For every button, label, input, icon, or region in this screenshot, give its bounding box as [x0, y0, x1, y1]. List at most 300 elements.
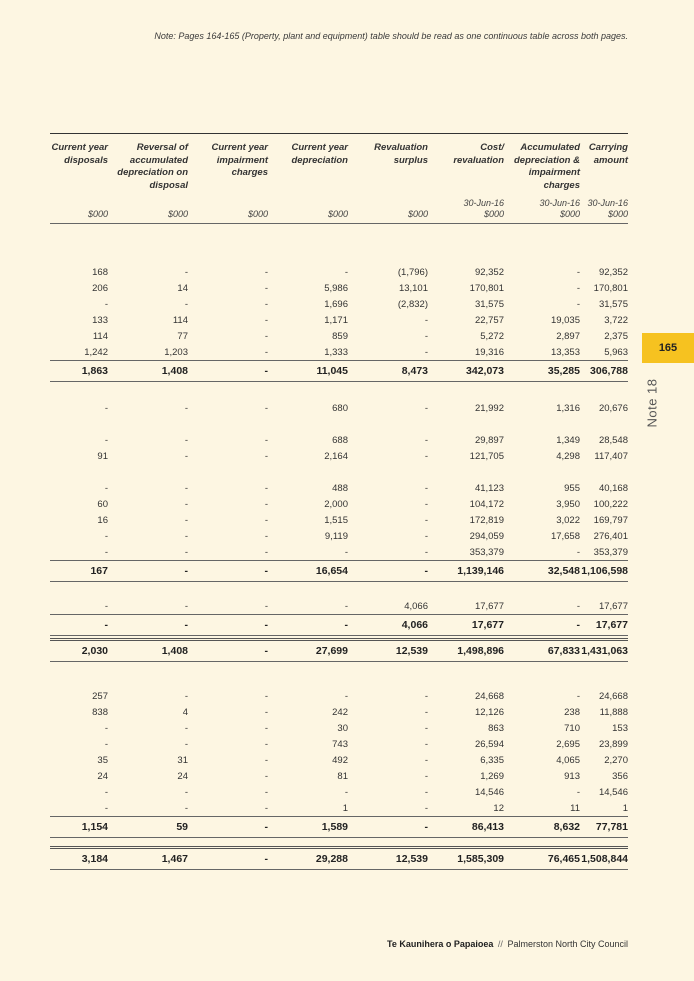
- table-cell: 92,352: [474, 266, 504, 278]
- date-row: [50, 197, 628, 209]
- table-cell: 92,352: [598, 266, 628, 278]
- table-cell: 11: [570, 802, 580, 814]
- table-cell: 12,126: [474, 706, 504, 718]
- table-cell: -: [424, 450, 428, 462]
- table-cell: 1,333: [324, 346, 348, 358]
- table-cell: 14,546: [474, 786, 504, 798]
- table-cell: (2,832): [397, 298, 428, 310]
- table-cell: 19,035: [550, 314, 580, 326]
- table-cell: -: [184, 600, 188, 612]
- table-cell: -: [108, 561, 188, 582]
- unit-label: $000: [504, 209, 580, 224]
- table-cell: -: [424, 786, 428, 798]
- table-cell: 955: [564, 482, 580, 494]
- col-header-reversal: Reversal of accumulated depreciation on disposal: [108, 134, 188, 198]
- table-cell: 1,203: [164, 346, 188, 358]
- spacer-row: [50, 582, 628, 599]
- table-cell: 104,172: [469, 498, 504, 510]
- table-cell: -: [184, 802, 188, 814]
- col-header-impairment: Current year impairment charges: [188, 134, 268, 198]
- table-cell: 859: [332, 330, 348, 342]
- table-cell: 114: [172, 314, 188, 326]
- spacer-row: [50, 464, 628, 480]
- table-cell: -: [264, 514, 268, 526]
- table-row: [50, 312, 628, 328]
- date-label: 30-Jun-16: [587, 198, 628, 208]
- section-label-text: Note 18: [644, 378, 660, 428]
- table-cell: -: [264, 298, 268, 310]
- table-cell: 353,379: [469, 546, 504, 558]
- table-row: [50, 400, 628, 416]
- table-cell: 206: [92, 282, 108, 294]
- table-row: [50, 784, 628, 800]
- table-cell: -: [264, 754, 268, 766]
- table-cell: 22,757: [474, 314, 504, 326]
- table-cell: 27,699: [268, 640, 348, 662]
- table-cell: 680: [332, 402, 348, 414]
- table-row: [50, 528, 628, 544]
- col-header-carrying: Carrying amount: [580, 134, 628, 198]
- table-cell: 3,722: [604, 314, 628, 326]
- table-cell: -: [344, 266, 348, 278]
- table-cell: 30: [337, 722, 348, 734]
- table-cell: 17,658: [550, 530, 580, 542]
- table-cell: 3,184: [50, 848, 108, 870]
- table-cell: -: [184, 402, 188, 414]
- grand-total-row: [50, 848, 628, 870]
- table-cell: 2,695: [556, 738, 580, 750]
- table-cell: -: [264, 314, 268, 326]
- table-cell: 77: [177, 330, 188, 342]
- table-cell: 294,059: [469, 530, 504, 542]
- table-cell: 688: [332, 434, 348, 446]
- table-body: [50, 224, 628, 870]
- table-row: [50, 328, 628, 344]
- table-cell: -: [424, 314, 428, 326]
- table-cell: 13,101: [398, 282, 428, 294]
- table-cell: -: [424, 802, 428, 814]
- col-header-accum-depreciation: Accumulated depreciation & impairment charges: [504, 134, 580, 198]
- footer-org-english: Palmerston North City Council: [507, 939, 628, 949]
- table-cell: 117,407: [594, 450, 628, 462]
- table-row: [50, 736, 628, 752]
- table-cell: 1,515: [324, 514, 348, 526]
- table-cell: 4,298: [556, 450, 580, 462]
- unit-label: $000: [50, 209, 108, 224]
- table-cell: -: [576, 266, 580, 278]
- table-row: [50, 344, 628, 361]
- table-cell: -: [264, 330, 268, 342]
- spacer-row: [50, 838, 628, 848]
- page-number: 165: [658, 342, 678, 354]
- table-cell: -: [188, 817, 268, 838]
- table-cell: 2,375: [604, 330, 628, 342]
- table-cell: 3,950: [556, 498, 580, 510]
- table-row: [50, 432, 628, 448]
- table-cell: -: [264, 546, 268, 558]
- table-cell: 1,139,146: [428, 561, 504, 582]
- table-row: [50, 720, 628, 736]
- table-cell: -: [344, 690, 348, 702]
- table-cell: 76,465: [504, 848, 580, 870]
- table-row: [50, 688, 628, 704]
- table-cell: -: [424, 690, 428, 702]
- table-cell: -: [104, 546, 108, 558]
- table-cell: 24: [97, 770, 108, 782]
- table-cell: 1,154: [50, 817, 108, 838]
- table-cell: -: [264, 282, 268, 294]
- table-cell: 4,066: [348, 615, 428, 636]
- unit-label: $000: [108, 209, 188, 224]
- table-cell: -: [264, 402, 268, 414]
- table-cell: -: [184, 546, 188, 558]
- table-cell: 4: [182, 706, 188, 718]
- table-cell: 1,696: [324, 298, 348, 310]
- table-cell: -: [424, 770, 428, 782]
- table-cell: -: [104, 722, 108, 734]
- table-cell: -: [576, 786, 580, 798]
- table-cell: -: [104, 530, 108, 542]
- table-cell: -: [188, 361, 268, 382]
- table-row: [50, 768, 628, 784]
- table-cell: 1,242: [84, 346, 108, 358]
- unit-label: $000: [580, 209, 628, 224]
- table-cell: 838: [92, 706, 108, 718]
- table-cell: -: [184, 498, 188, 510]
- table-cell: -: [104, 434, 108, 446]
- table-cell: -: [424, 706, 428, 718]
- table-cell: 60: [97, 498, 108, 510]
- table-cell: -: [424, 482, 428, 494]
- table-cell: 863: [488, 722, 504, 734]
- table-cell: -: [50, 615, 108, 636]
- table-cell: 17,677: [580, 615, 628, 636]
- date-label: [188, 197, 268, 209]
- table-cell: 16: [97, 514, 108, 526]
- table-cell: 1,408: [108, 361, 188, 382]
- table-cell: -: [576, 690, 580, 702]
- table-cell: -: [264, 434, 268, 446]
- table-cell: 81: [337, 770, 348, 782]
- page-note: Note: Pages 164-165 (Property, plant and equipment) table should be read as one continuous table across both pages.: [154, 31, 628, 41]
- table-cell: -: [268, 615, 348, 636]
- table-cell: 26,594: [474, 738, 504, 750]
- table-cell: -: [104, 482, 108, 494]
- table-cell: -: [424, 498, 428, 510]
- table-cell: 41,123: [474, 482, 504, 494]
- table-cell: -: [424, 434, 428, 446]
- table-row: [50, 704, 628, 720]
- table-cell: -: [108, 615, 188, 636]
- table-cell: 2,897: [556, 330, 580, 342]
- table-cell: 170,801: [469, 282, 504, 294]
- table-cell: 2,000: [324, 498, 348, 510]
- col-header-cost: Cost/ revaluation: [428, 134, 504, 198]
- table-cell: 170,801: [593, 282, 628, 294]
- table-cell: 100,222: [593, 498, 628, 510]
- table-cell: 488: [332, 482, 348, 494]
- table-cell: -: [264, 530, 268, 542]
- table-cell: -: [104, 402, 108, 414]
- table-cell: -: [184, 514, 188, 526]
- table-cell: 32,548: [504, 561, 580, 582]
- spacer-row: [50, 662, 628, 689]
- table-cell: 9,119: [324, 530, 348, 542]
- table-cell: 114: [92, 330, 108, 342]
- table-cell: 6,335: [480, 754, 504, 766]
- table-cell: 11,045: [268, 361, 348, 382]
- table-cell: 77,781: [580, 817, 628, 838]
- table-row: [50, 598, 628, 615]
- table-cell: -: [424, 722, 428, 734]
- table-cell: 1: [342, 802, 348, 814]
- table-cell: -: [104, 600, 108, 612]
- table-cell: 14,546: [598, 786, 628, 798]
- table-cell: 168: [92, 266, 108, 278]
- table-cell: 2,164: [324, 450, 348, 462]
- subtotal-row: [50, 615, 628, 636]
- unit-label: $000: [268, 209, 348, 224]
- date-label: [348, 197, 428, 209]
- table-row: [50, 280, 628, 296]
- table-cell: -: [184, 738, 188, 750]
- table-cell: 276,401: [593, 530, 628, 542]
- table-cell: 306,788: [580, 361, 628, 382]
- total-row: [50, 640, 628, 662]
- table-cell: 5,986: [324, 282, 348, 294]
- spacer-row: [50, 382, 628, 401]
- table-cell: -: [184, 786, 188, 798]
- subtotal-row: [50, 817, 628, 838]
- table-cell: -: [184, 482, 188, 494]
- table-cell: 5,963: [604, 346, 628, 358]
- table-cell: -: [184, 298, 188, 310]
- footer: [387, 939, 628, 949]
- table-cell: 35: [97, 754, 108, 766]
- table-cell: 14: [177, 282, 188, 294]
- table-cell: 1,508,844: [580, 848, 628, 870]
- table-cell: -: [184, 722, 188, 734]
- table-cell: -: [188, 640, 268, 662]
- table-cell: -: [424, 530, 428, 542]
- table-cell: 1,467: [108, 848, 188, 870]
- table-cell: 3,022: [556, 514, 580, 526]
- table-cell: -: [576, 600, 580, 612]
- table-cell: -: [104, 802, 108, 814]
- subtotal-row: [50, 561, 628, 582]
- table-cell: -: [188, 848, 268, 870]
- table-cell: 21,992: [474, 402, 504, 414]
- table-cell: 121,705: [469, 450, 504, 462]
- table-cell: 91: [97, 450, 108, 462]
- table-cell: 5,272: [480, 330, 504, 342]
- table-cell: 1: [622, 802, 628, 814]
- table-cell: 1,408: [108, 640, 188, 662]
- table-cell: -: [424, 738, 428, 750]
- table-cell: 2,270: [604, 754, 628, 766]
- table-cell: 24: [177, 770, 188, 782]
- table-cell: 710: [564, 722, 580, 734]
- table-cell: 1,498,896: [428, 640, 504, 662]
- table-row: [50, 544, 628, 561]
- unit-row: [50, 209, 628, 224]
- subtotal-row: [50, 361, 628, 382]
- table-cell: 238: [564, 706, 580, 718]
- table-cell: -: [424, 754, 428, 766]
- table-row: [50, 480, 628, 496]
- table-cell: 59: [108, 817, 188, 838]
- table-cell: -: [184, 530, 188, 542]
- table-cell: -: [104, 298, 108, 310]
- table-cell: 167: [50, 561, 108, 582]
- table-cell: 356: [612, 770, 628, 782]
- table-cell: -: [184, 690, 188, 702]
- table-cell: 12: [493, 802, 504, 814]
- col-header-revaluation: Revaluation surplus: [348, 134, 428, 198]
- table-cell: 1,316: [556, 402, 580, 414]
- table-cell: 29,897: [474, 434, 504, 446]
- header-row: [50, 134, 628, 198]
- table-cell: 169,797: [593, 514, 628, 526]
- table-cell: -: [344, 546, 348, 558]
- date-label: 30-Jun-16: [463, 198, 504, 208]
- table-cell: 743: [332, 738, 348, 750]
- table-cell: 4,065: [556, 754, 580, 766]
- table-cell: 172,819: [469, 514, 504, 526]
- table-cell: 8,632: [504, 817, 580, 838]
- table-cell: 492: [332, 754, 348, 766]
- table-cell: -: [264, 450, 268, 462]
- table-cell: 1,589: [268, 817, 348, 838]
- footer-separator: //: [497, 939, 503, 949]
- date-label: [50, 197, 108, 209]
- ppe-table: [50, 133, 628, 870]
- table-cell: 12,539: [348, 848, 428, 870]
- table-cell: 1,431,063: [580, 640, 628, 662]
- table-cell: -: [264, 482, 268, 494]
- table-cell: 133: [92, 314, 108, 326]
- date-label: [268, 197, 348, 209]
- table-cell: -: [104, 738, 108, 750]
- table-cell: 12,539: [348, 640, 428, 662]
- table-cell: 31,575: [474, 298, 504, 310]
- table-row: [50, 496, 628, 512]
- table-cell: -: [344, 786, 348, 798]
- table-cell: 19,316: [474, 346, 504, 358]
- table-cell: -: [184, 434, 188, 446]
- table-cell: -: [184, 266, 188, 278]
- table-cell: 31,575: [598, 298, 628, 310]
- table-cell: 17,677: [474, 600, 504, 612]
- table-cell: 1,349: [556, 434, 580, 446]
- table-cell: 353,379: [593, 546, 628, 558]
- table-cell: -: [264, 498, 268, 510]
- date-label: 30-Jun-16: [539, 198, 580, 208]
- table-cell: (1,796): [397, 266, 428, 278]
- table-cell: -: [264, 706, 268, 718]
- unit-label: $000: [188, 209, 268, 224]
- footer-org-maori: Te Kaunihera o Papaioea: [387, 939, 494, 949]
- table-cell: 67,833: [504, 640, 580, 662]
- table-cell: 20,676: [598, 402, 628, 414]
- table-cell: -: [264, 802, 268, 814]
- table-cell: -: [184, 450, 188, 462]
- table-cell: -: [264, 738, 268, 750]
- table-cell: -: [348, 561, 428, 582]
- table-cell: -: [264, 266, 268, 278]
- table-cell: 17,677: [598, 600, 628, 612]
- table-cell: 16,654: [268, 561, 348, 582]
- table-cell: 17,677: [428, 615, 504, 636]
- table-cell: 24,668: [474, 690, 504, 702]
- table-cell: -: [424, 330, 428, 342]
- col-header-disposals: Current year disposals: [50, 134, 108, 198]
- table-cell: -: [576, 298, 580, 310]
- table-cell: -: [424, 402, 428, 414]
- table-row: [50, 512, 628, 528]
- table-cell: -: [576, 546, 580, 558]
- table-cell: -: [264, 346, 268, 358]
- table-cell: -: [104, 786, 108, 798]
- table-cell: 913: [564, 770, 580, 782]
- table-cell: 153: [612, 722, 628, 734]
- page-number-tab: [642, 333, 694, 363]
- table-cell: -: [264, 786, 268, 798]
- table-cell: -: [264, 722, 268, 734]
- table-cell: 86,413: [428, 817, 504, 838]
- table-cell: 8,473: [348, 361, 428, 382]
- table-cell: 257: [92, 690, 108, 702]
- table-cell: 1,171: [324, 314, 348, 326]
- table-cell: 2,030: [50, 640, 108, 662]
- table-cell: 24,668: [598, 690, 628, 702]
- table-cell: 342,073: [428, 361, 504, 382]
- table-row: [50, 296, 628, 312]
- table-row: [50, 752, 628, 768]
- table-cell: -: [348, 817, 428, 838]
- table-cell: 40,168: [598, 482, 628, 494]
- table-cell: 4,066: [404, 600, 428, 612]
- table-cell: -: [504, 615, 580, 636]
- unit-label: $000: [428, 209, 504, 224]
- table-cell: -: [424, 514, 428, 526]
- table-row: [50, 800, 628, 817]
- table-cell: 1,585,309: [428, 848, 504, 870]
- table-cell: -: [264, 600, 268, 612]
- unit-label: $000: [348, 209, 428, 224]
- spacer-row: [50, 224, 628, 265]
- table-row: [50, 448, 628, 464]
- table-cell: -: [188, 561, 268, 582]
- col-header-depreciation: Current year depreciation: [268, 134, 348, 198]
- table-cell: 13,353: [550, 346, 580, 358]
- table-cell: 35,285: [504, 361, 580, 382]
- table-cell: 28,548: [598, 434, 628, 446]
- table-cell: 242: [332, 706, 348, 718]
- table-cell: 23,899: [598, 738, 628, 750]
- table-cell: -: [424, 346, 428, 358]
- table-cell: -: [344, 600, 348, 612]
- date-label: [108, 197, 188, 209]
- table-cell: -: [424, 546, 428, 558]
- table-cell: -: [188, 615, 268, 636]
- table-cell: 1,269: [480, 770, 504, 782]
- table-cell: -: [264, 770, 268, 782]
- table-row: [50, 264, 628, 280]
- table-cell: 1,106,598: [580, 561, 628, 582]
- table-cell: -: [576, 282, 580, 294]
- table-cell: 31: [177, 754, 188, 766]
